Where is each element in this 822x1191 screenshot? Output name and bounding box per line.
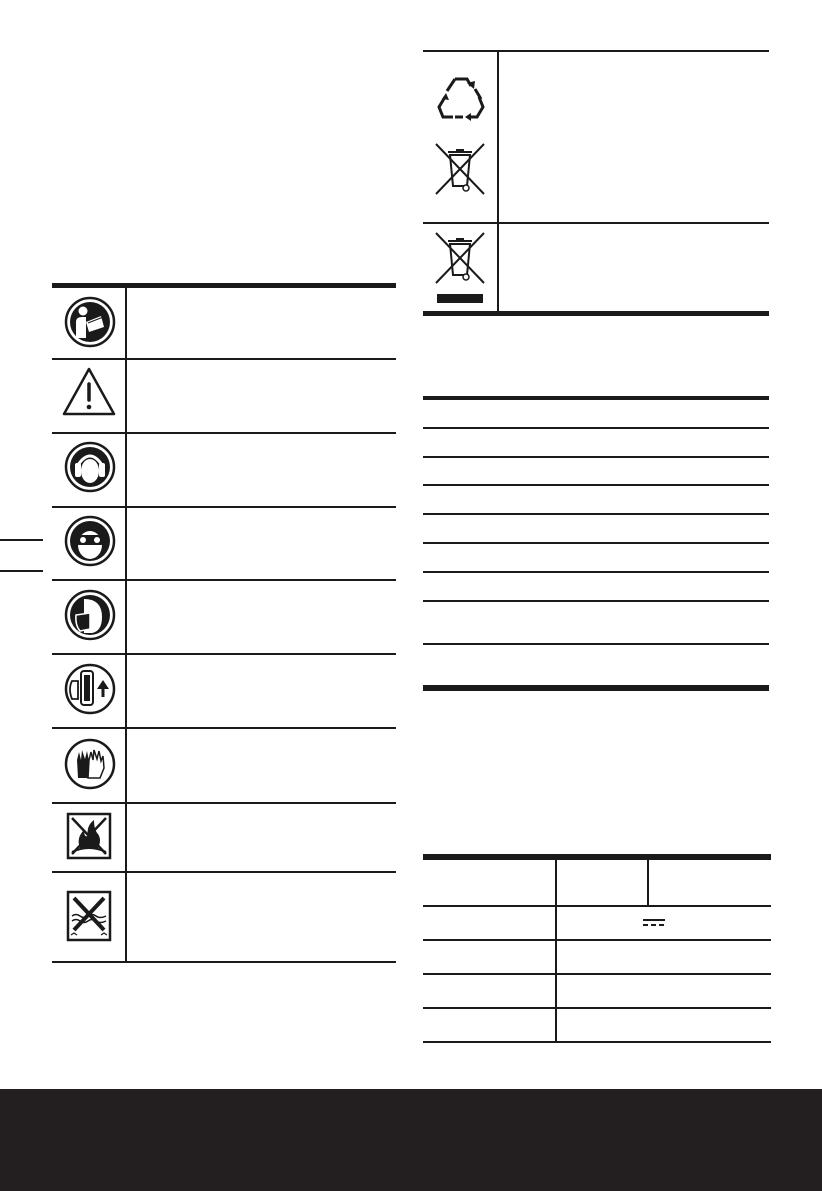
spec-row-rule xyxy=(423,973,771,975)
margin-tab-mark xyxy=(0,570,43,572)
list-row-rule xyxy=(423,427,769,429)
read-manual-icon xyxy=(64,296,116,348)
list-row-rule xyxy=(423,484,769,486)
symbols-table-bottom-rule xyxy=(52,961,396,963)
recycle-icon xyxy=(437,73,485,123)
spec-row-rule xyxy=(423,1007,771,1009)
row-rule xyxy=(52,727,396,729)
list-top-rule xyxy=(423,396,769,400)
no-fire-icon xyxy=(66,812,112,860)
list-row-rule xyxy=(423,456,769,458)
gloves-icon xyxy=(64,738,116,790)
spec-table-header-divider xyxy=(647,860,649,905)
row-rule xyxy=(52,871,396,873)
row-rule xyxy=(52,579,396,581)
spec-row-rule xyxy=(423,905,771,907)
symbols-table-divider xyxy=(125,288,127,962)
row-rule xyxy=(52,653,396,655)
spec-row-rule xyxy=(423,939,771,941)
list-row-rule xyxy=(423,542,769,544)
spec-table-bottom-rule xyxy=(423,1041,771,1043)
warning-triangle-icon xyxy=(61,366,117,418)
symbols-table-top-rule xyxy=(52,283,396,288)
list-bottom-rule xyxy=(423,685,769,691)
row-rule xyxy=(423,222,769,224)
recycling-table-divider xyxy=(497,50,499,312)
dust-mask-icon xyxy=(64,589,116,641)
recycling-table-top-rule xyxy=(423,50,769,52)
list-row-rule xyxy=(423,513,769,515)
crossed-bin-icon xyxy=(432,142,488,196)
spec-table-top-rule xyxy=(423,854,771,860)
footer-band xyxy=(0,1089,822,1191)
recycling-table-bottom-rule xyxy=(423,311,769,316)
list-row-rule xyxy=(423,643,769,645)
row-rule xyxy=(52,432,396,434)
margin-tab-mark xyxy=(0,539,43,541)
ear-protection-icon xyxy=(64,441,116,493)
list-row-rule xyxy=(423,600,769,602)
eye-protection-icon xyxy=(64,515,116,567)
crossed-bin-bar-icon xyxy=(432,231,488,307)
row-rule xyxy=(52,358,396,360)
list-row-rule xyxy=(423,571,769,573)
dc-current-icon xyxy=(643,919,665,927)
battery-insert-icon xyxy=(64,663,116,715)
spec-table-col-divider xyxy=(555,860,557,1042)
no-water-icon xyxy=(66,890,112,942)
row-rule xyxy=(52,802,396,804)
row-rule xyxy=(52,506,396,508)
